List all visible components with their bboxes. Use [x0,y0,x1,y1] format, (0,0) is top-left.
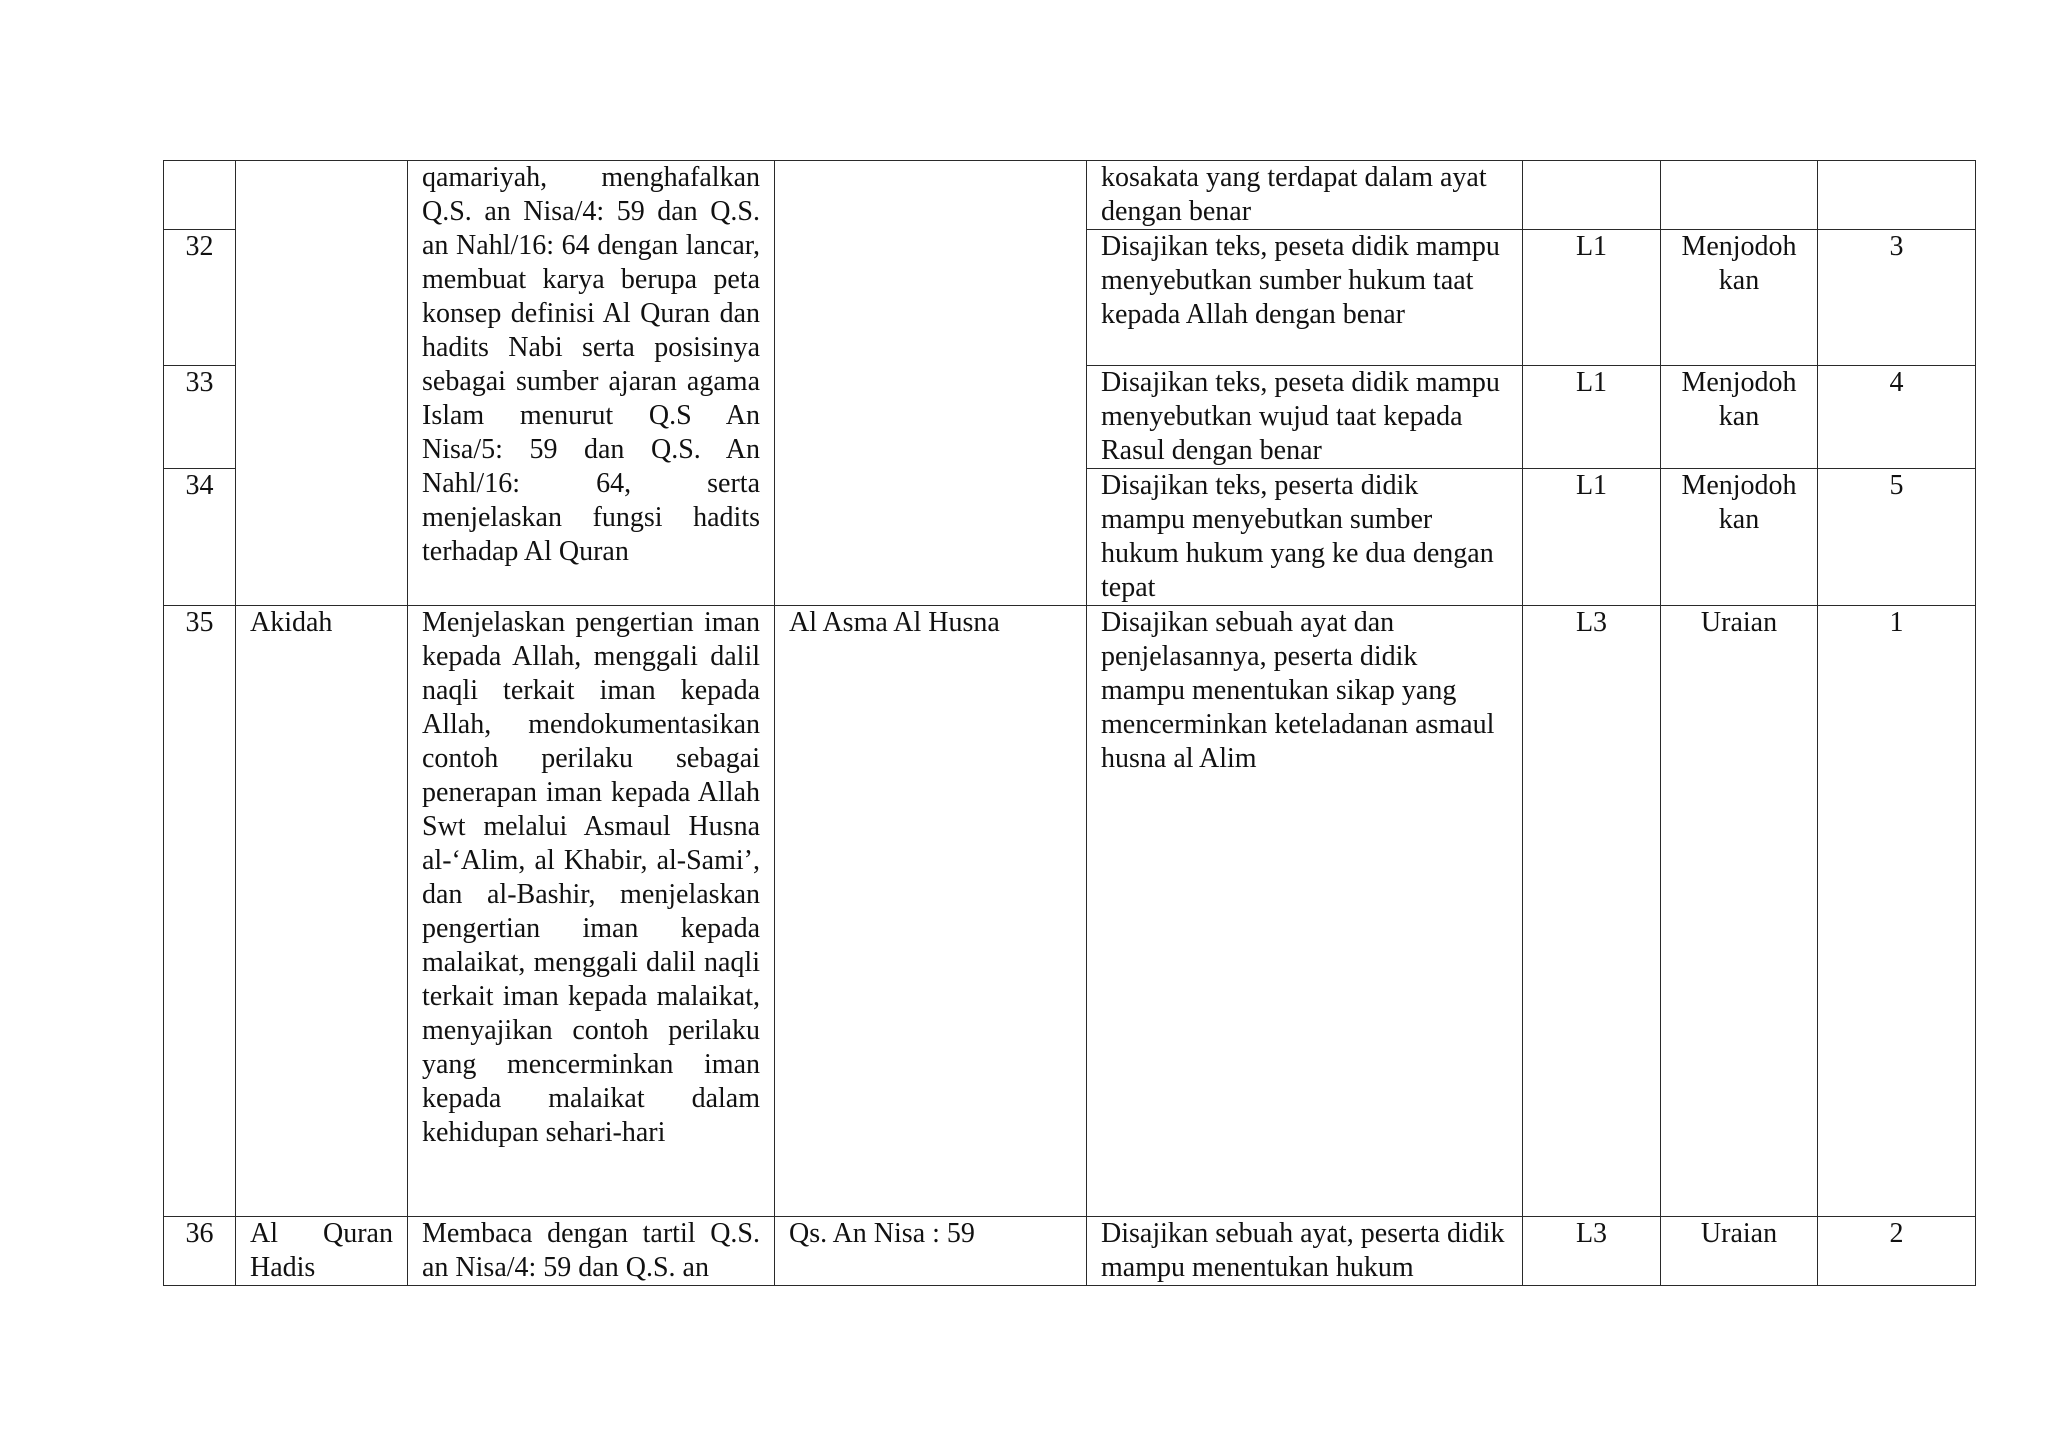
indikator-soal-cell: Disajikan teks, peseta didik mampu menyebutkan wujud taat kepada Rasul dengan benar [1087,366,1523,469]
kisi-kisi-table [163,160,1976,1286]
nomor-soal-cell: 3 [1818,230,1976,366]
indikator-materi-cell: Al Asma Al Husna [775,606,1087,1217]
indikator-materi-cell [775,161,1087,606]
level-cell: L3 [1523,1217,1661,1286]
materi-cell: Al Quran Hadis [236,1217,408,1286]
row-number-cell: 35 [164,606,236,1217]
level-cell: L3 [1523,606,1661,1217]
row-number-cell: 33 [164,366,236,469]
table-row [164,1217,1976,1286]
nomor-soal-cell: 2 [1818,1217,1976,1286]
level-cell: L1 [1523,230,1661,366]
materi-cell [236,161,408,606]
kompetensi-dasar-text: qamariyah, menghafalkan Q.S. an Nisa/4: 59 dan Q.S. an Nahl/16: 64 dengan lancar, membuat karya berupa peta konsep definisi Al Quran dan hadits Nabi serta posisinya sebagai sumber ajaran agama Islam menurut Q.S An Nisa/5: 59 dan Q.S. An Nahl/16: 64, serta menjelaskan fungsi hadits terhadap Al Quran [422,162,760,567]
bentuk-soal-cell: Uraian [1661,1217,1818,1286]
row-number-cell: 32 [164,230,236,366]
nomor-soal-cell [1818,161,1976,230]
level-cell: L1 [1523,469,1661,606]
materi-cell: Akidah [236,606,408,1217]
bentuk-soal-cell: Menjodoh kan [1661,230,1818,366]
bentuk-soal-cell: Uraian [1661,606,1818,1217]
indikator-soal-cell: Disajikan teks, peserta didik mampu menyebutkan sumber hukum hukum yang ke dua dengan tepat [1087,469,1523,606]
indikator-materi-cell: Qs. An Nisa : 59 [775,1217,1087,1286]
kompetensi-dasar-cell [408,161,775,606]
level-cell: L1 [1523,366,1661,469]
row-number-cell: 36 [164,1217,236,1286]
indikator-soal-cell: Disajikan sebuah ayat dan penjelasannya, peserta didik mampu menentukan sikap yang mencerminkan keteladanan asmaul husna al Alim [1087,606,1523,1217]
nomor-soal-cell: 1 [1818,606,1976,1217]
indikator-soal-cell: Disajikan sebuah ayat, peserta didik mampu menentukan hukum [1087,1217,1523,1286]
table-row [164,606,1976,1217]
indikator-soal-cell: Disajikan teks, peseta didik mampu menyebutkan sumber hukum taat kepada Allah dengan benar [1087,230,1523,366]
table-row [164,161,1976,230]
level-cell [1523,161,1661,230]
kompetensi-dasar-cell: Membaca dengan tartil Q.S. an Nisa/4: 59 dan Q.S. an [408,1217,775,1286]
bentuk-soal-cell: Menjodoh kan [1661,366,1818,469]
indikator-soal-cell: kosakata yang terdapat dalam ayat dengan benar [1087,161,1523,230]
bentuk-soal-cell [1661,161,1818,230]
row-number-cell [164,161,236,230]
kompetensi-dasar-cell: Menjelaskan pengertian iman kepada Allah, menggali dalil naqli terkait iman kepada Allah, mendokumentasikan contoh perilaku sebagai penerapan iman kepada Allah Swt melalui Asmaul Husna al-‘Alim, al Khabir, al-Sami’, dan al-Bashir, menjelaskan pengertian iman kepada malaikat, menggali dalil naqli terkait iman kepada malaikat, menyajikan contoh perilaku yang mencerminkan iman kepada malaikat dalam kehidupan sehari-hari [408,606,775,1217]
bentuk-soal-cell: Menjodoh kan [1661,469,1818,606]
nomor-soal-cell: 5 [1818,469,1976,606]
row-number-cell: 34 [164,469,236,606]
nomor-soal-cell: 4 [1818,366,1976,469]
